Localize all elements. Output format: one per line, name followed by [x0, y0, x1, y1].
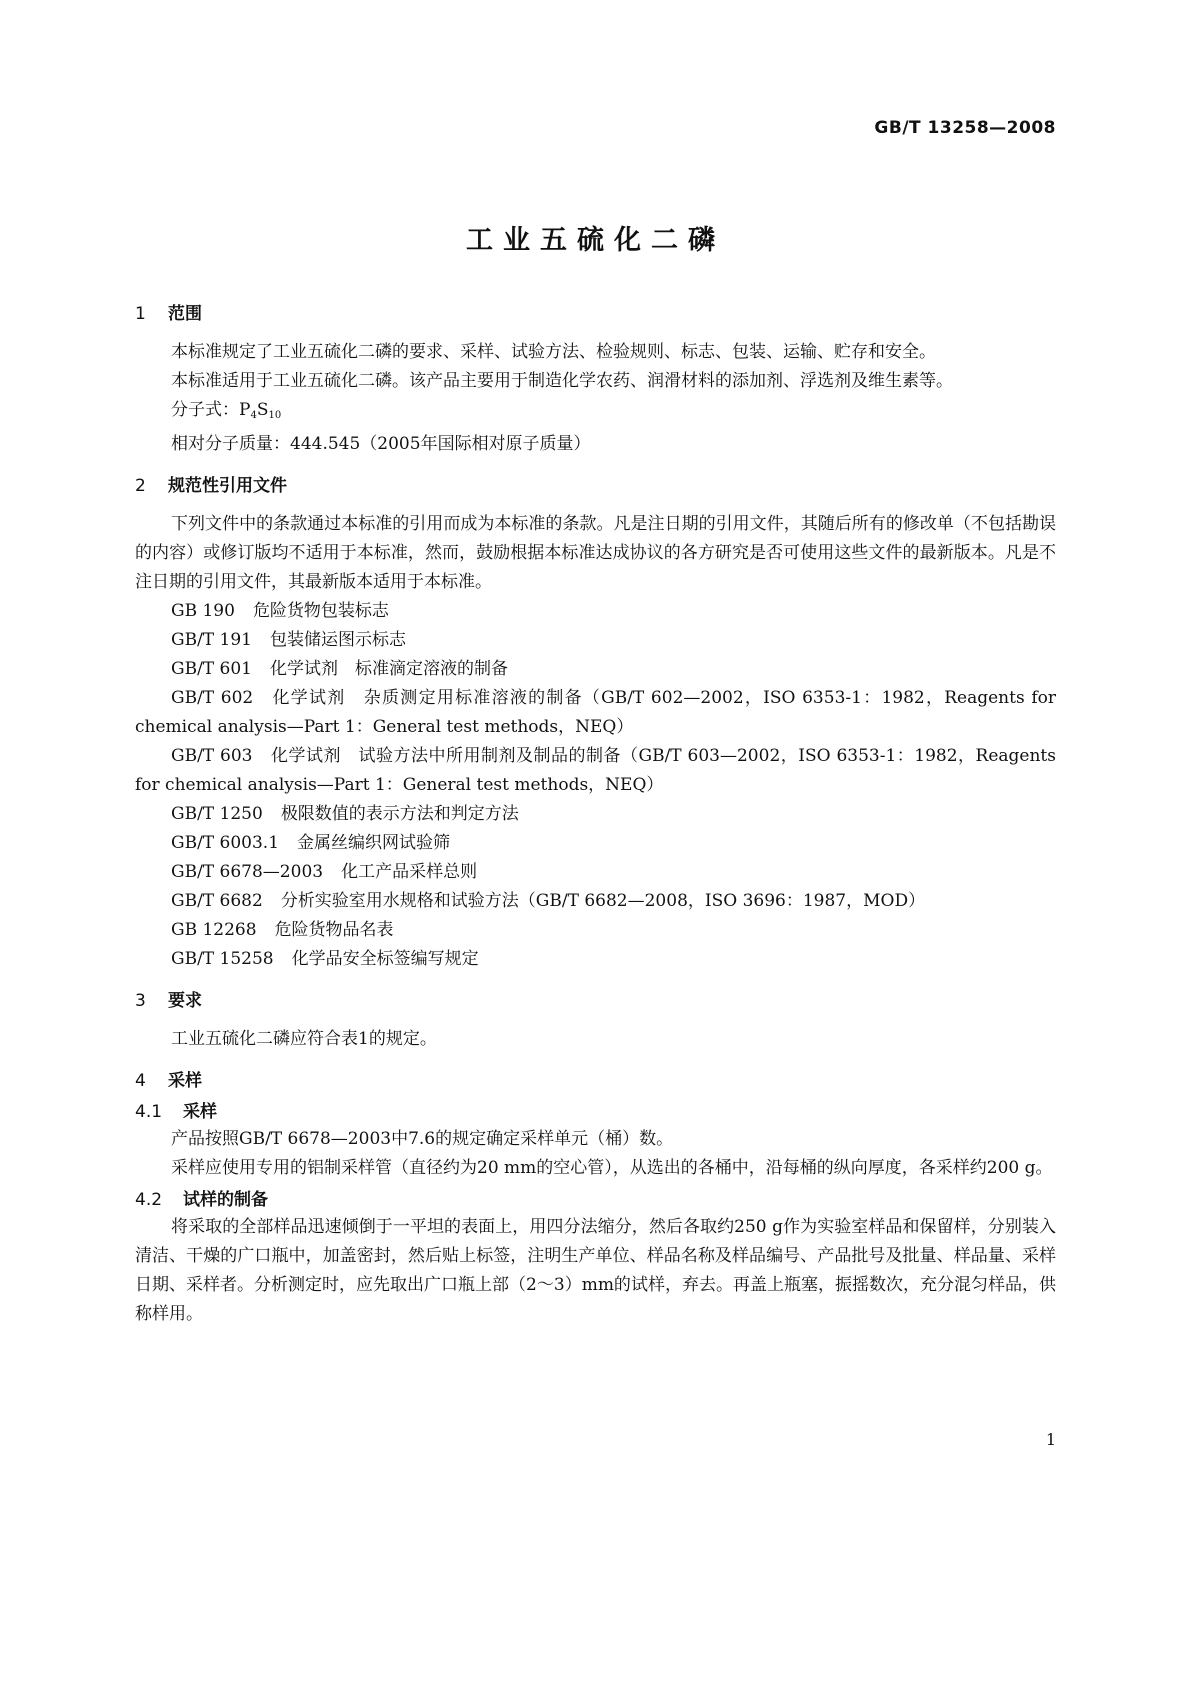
reference-item — [135, 684, 1056, 742]
section-title: 要求 — [168, 991, 202, 1011]
page-number: 1 — [1045, 1430, 1056, 1449]
reference-item — [135, 945, 1056, 974]
section-number: 2 — [135, 476, 146, 496]
reference-code: GB/T 6682 — [171, 891, 263, 911]
reference-code: GB/T 1250 — [171, 804, 263, 824]
reference-item — [135, 887, 1056, 916]
reference-code: GB/T 191 — [171, 630, 252, 650]
reference-title: 化学试剂 杂质测定用标准溶液的制备（GB/T 602—2002，ISO 6353-1：1982，Reagents for chemical analysis—Part 1：General test methods，NEQ） — [135, 688, 1056, 737]
reference-title: 化学品安全标签编写规定 — [291, 949, 479, 969]
subsection-number: 4.1 — [135, 1102, 163, 1122]
reference-title: 化工产品采样总则 — [341, 862, 478, 882]
subsection-title: 试样的制备 — [183, 1190, 268, 1210]
molecular-mass: 相对分子质量：444.545（2005年国际相对原子质量） — [171, 434, 591, 454]
subsection-title: 采样 — [183, 1102, 217, 1122]
section-number: 1 — [135, 304, 146, 324]
reference-item — [135, 597, 1056, 626]
reference-code: GB 12268 — [171, 920, 257, 940]
formula-p: P — [239, 400, 251, 420]
section-title: 范围 — [168, 304, 202, 324]
subsection-4-1-heading — [135, 1099, 1056, 1125]
section-title: 采样 — [168, 1071, 202, 1091]
reference-item — [135, 800, 1056, 829]
reference-title: 分析实验室用水规格和试验方法（GB/T 6682—2008，ISO 3696：1987，MOD） — [280, 891, 926, 911]
reference-code: GB/T 15258 — [171, 949, 274, 969]
standard-code: GB/T 13258—2008 — [874, 118, 1056, 138]
references-intro: 下列文件中的条款通过本标准的引用而成为本标准的条款。凡是注日期的引用文件，其随后所有的修改单（不包括勘误的内容）或修订版均不适用于本标准，然而，鼓励根据本标准达成协议的各方研究是否可使用这些文件的最新版本。凡是不注日期的引用文件，其最新版本适用于本标准。 — [135, 514, 1056, 592]
sampling-paragraph-1: 产品按照GB/T 6678—2003中7.6的规定确定采样单元（桶）数。 — [171, 1129, 674, 1149]
sampling-paragraph-2: 采样应使用专用的铝制采样管（直径约为20 mm的空心管），从选出的各桶中，沿每桶的纵向厚度，各采样约200 g。 — [171, 1158, 1053, 1178]
formula-label: 分子式： — [171, 400, 239, 420]
document-body — [135, 300, 1056, 1329]
section-number: 4 — [135, 1071, 146, 1091]
section-2-heading — [135, 472, 1056, 500]
reference-code: GB/T 6678—2003 — [171, 862, 324, 882]
reference-title: 危险货物品名表 — [274, 920, 394, 940]
section-title: 规范性引用文件 — [168, 476, 287, 496]
reference-code: GB/T 602 — [171, 688, 254, 708]
sample-preparation-paragraph: 将采取的全部样品迅速倾倒于一平坦的表面上，用四分法缩分，然后各取约250 g作为实验室样品和保留样，分别装入清洁、干燥的广口瓶中，加盖密封，然后贴上标签，注明生产单位、样品名称及样品编号、产品批号及批量、样品量、采样日期、采样者。分析测定时，应先取出广口瓶上部（2～3）mm的试样，弃去。再盖上瓶塞，振摇数次，充分混匀样品，供称样用。 — [135, 1217, 1056, 1324]
reference-item — [135, 829, 1056, 858]
reference-code: GB 190 — [171, 601, 235, 621]
section-number: 3 — [135, 991, 146, 1011]
formula-p-subscript: 4 — [250, 410, 257, 421]
reference-item — [135, 626, 1056, 655]
reference-title: 化学试剂 标准滴定溶液的制备 — [270, 659, 508, 679]
reference-title: 化学试剂 试验方法中所用制剂及制品的制备（GB/T 603—2002，ISO 6353-1：1982，Reagents for chemical analysis—Part 1：General test methods，NEQ） — [135, 746, 1056, 795]
reference-title: 包装储运图示标志 — [270, 630, 406, 650]
formula-s-subscript: 10 — [268, 410, 282, 421]
reference-title: 金属丝编织网试验筛 — [297, 833, 451, 853]
reference-item — [135, 655, 1056, 684]
document-title: 工业五硫化二磷 — [466, 225, 725, 256]
reference-item — [135, 858, 1056, 887]
reference-item — [135, 742, 1056, 800]
formula-s: S — [256, 400, 269, 420]
scope-paragraph-2: 本标准适用于工业五硫化二磷。该产品主要用于制造化学农药、润滑材料的添加剂、浮选剂及维生素等。 — [171, 371, 953, 391]
reference-title: 极限数值的表示方法和判定方法 — [280, 804, 519, 824]
reference-title: 危险货物包装标志 — [252, 601, 389, 621]
section-3-heading — [135, 987, 1056, 1015]
reference-code: GB/T 6003.1 — [171, 833, 280, 853]
reference-code: GB/T 601 — [171, 659, 252, 679]
molecular-formula — [135, 396, 1056, 430]
reference-code: GB/T 603 — [171, 746, 253, 766]
reference-item — [135, 916, 1056, 945]
section-1-heading — [135, 300, 1056, 328]
requirements-paragraph: 工业五硫化二磷应符合表1的规定。 — [171, 1029, 437, 1049]
subsection-4-2-heading — [135, 1187, 1056, 1213]
subsection-number: 4.2 — [135, 1190, 163, 1210]
section-4-heading — [135, 1067, 1056, 1095]
scope-paragraph-1: 本标准规定了工业五硫化二磷的要求、采样、试验方法、检验规则、标志、包装、运输、贮存和安全。 — [171, 342, 936, 362]
